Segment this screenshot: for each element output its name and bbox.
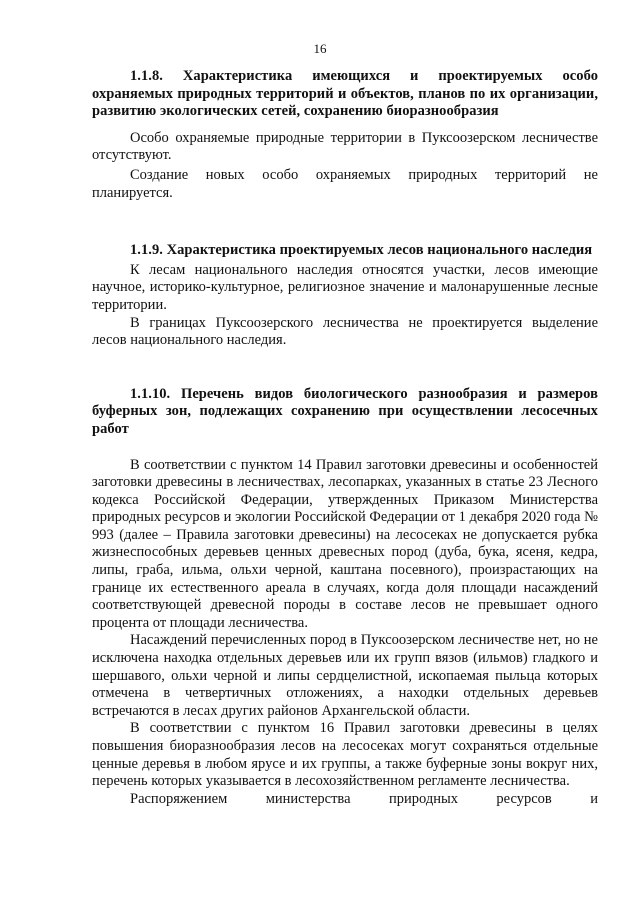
page-content [92,68,598,808]
paragraph: Насаждений перечисленных пород в Пуксоозерском лесничестве нет, но не исключена находка отдельных деревьев или их групп вязов (ильмов) гладкого и шершавого, ольхи черной и липы сердцелистной, ископаемая пыльца которых отмечена в четвертичных отложениях, а находки отдельных деревьев встречаются в лесах других районов Архангельской области. [92,632,598,719]
paragraph: В границах Пуксоозерского лесничества не проектируется выделение лесов национального наследия. [92,314,598,349]
paragraph: К лесам национального наследия относятся участки, лесов имеющие научное, историко-культурное, религиозное значение и малонарушенные лесные территории. [92,261,598,313]
paragraph: Особо охраняемые природные территории в Пуксоозерском лесничестве отсутствуют. [92,129,598,164]
paragraph: Распоряжением министерства природных ресурсов и [130,790,598,807]
paragraph: В соответствии с пунктом 14 Правил заготовки древесины и особенностей заготовки древесины в лесничествах, лесопарках, указанных в статье 23 Лесного кодекса Российской Федерации, утвержденных Приказом Министерства природных ресурсов и экологии Российской Федерации от 1 декабря 2020 года № 993 (далее – Правила заготовки древесины) на лесосеках не допускается рубка жизнеспособных деревьев ценных древесных пород (дуба, бука, ясеня, кедра, липы, граба, ильма, ольхи черной, каштана посевного), произрастающих на границе их естественного ареала в случаях, когда доля площади насаждений соответствующей древесной породы в составе лесов не превышает одного процента от площади лесничества. [92,456,598,631]
paragraph: Создание новых особо охраняемых природных территорий не планируется. [92,166,598,201]
section-heading: 1.1.9. Характеристика проектируемых лесов национального наследия [130,242,593,259]
section-heading: 1.1.10. Перечень видов биологического разнообразия и размеров буферных зон, подлежащих сохранению при осуществлении лесосечных работ [92,385,598,437]
section-protected-areas [92,68,598,202]
page-number: 16 [313,41,327,56]
paragraph: В соответствии с пунктом 16 Правил заготовки древесины в целях повышения биоразнообразия лесов на лесосеках могут сохраняться отдельные ценные деревья в любом ярусе и их группы, а также буферные зоны вокруг них, перечень которых указывается в лесохозяйственном регламенте лесничества. [92,720,598,790]
section-heading: 1.1.8. Характеристика имеющихся и проектируемых особо охраняемых природных территорий и объектов, планов по их организации, развитию экологических сетей, сохранению биоразнообразия [92,68,598,120]
section-biodiversity [92,386,598,809]
section-heritage-forests [92,242,598,350]
